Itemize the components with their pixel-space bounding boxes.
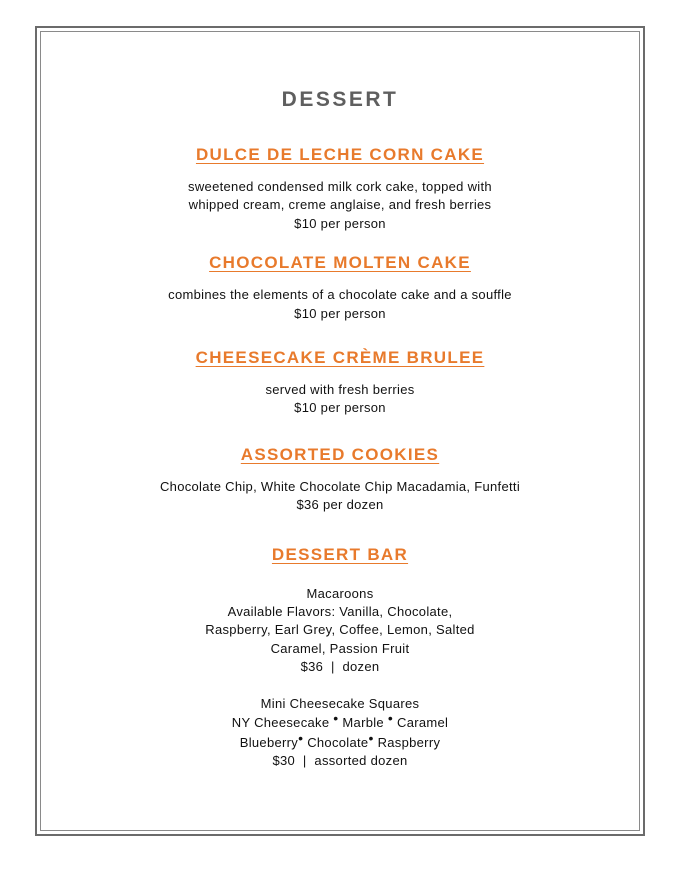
item-price: $10 per person (294, 400, 386, 416)
cheesecake-price: $30 | assorted dozen (272, 752, 408, 768)
dessert-bar-section (40, 545, 640, 771)
bullet-icon: • (368, 729, 374, 746)
item-description: Chocolate Chip, White Chocolate Chip Macadamia, Funfetti (159, 478, 521, 494)
section-title: CHEESECAKE CRÈME BRULEE (195, 348, 485, 368)
section-title: ASSORTED COOKIES (240, 444, 440, 464)
page-title: DESSERT (281, 88, 399, 111)
cheesecake-flavors-row: NY Cheesecake • Marble • Caramel (231, 710, 449, 731)
bullet-icon: • (333, 710, 339, 727)
item-price: $10 per person (294, 215, 386, 231)
section-title: DULCE DE LECHE CORN CAKE (195, 145, 485, 164)
macaroons-flavors: Raspberry, Earl Grey, Coffee, Lemon, Salted (205, 622, 475, 638)
item-description: sweetened condensed milk cork cake, topped with (188, 179, 492, 194)
cheesecake-name: Mini Cheesecake Squares (260, 695, 420, 711)
section-title: CHOCOLATE MOLTEN CAKE (209, 253, 471, 273)
cheesecake-flavors-row: Blueberry• Chocolate• Raspberry (239, 729, 441, 750)
macaroons-name: Macaroons (306, 585, 374, 601)
macaroons-price: $36 | dozen (300, 659, 380, 675)
menu-section (40, 253, 640, 323)
section-title: DESSERT BAR (271, 544, 409, 564)
item-price: $36 per dozen (296, 497, 384, 513)
macaroons-flavors: Caramel, Passion Fruit (270, 640, 410, 656)
bullet-icon: • (387, 710, 394, 727)
menu-section (40, 348, 640, 418)
bullet-icon: • (298, 729, 304, 746)
item-price: $10 per person (294, 305, 386, 321)
macaroons-flavors: Available Flavors: Vanilla, Chocolate, (227, 604, 453, 620)
menu-content (40, 31, 640, 770)
item-description: served with fresh berries (265, 382, 415, 398)
menu-section (40, 145, 640, 233)
item-description: whipped cream, creme anglaise, and fresh berries (188, 197, 492, 213)
menu-section (40, 445, 640, 515)
item-description: combines the elements of a chocolate cake and a souffle (168, 287, 512, 303)
